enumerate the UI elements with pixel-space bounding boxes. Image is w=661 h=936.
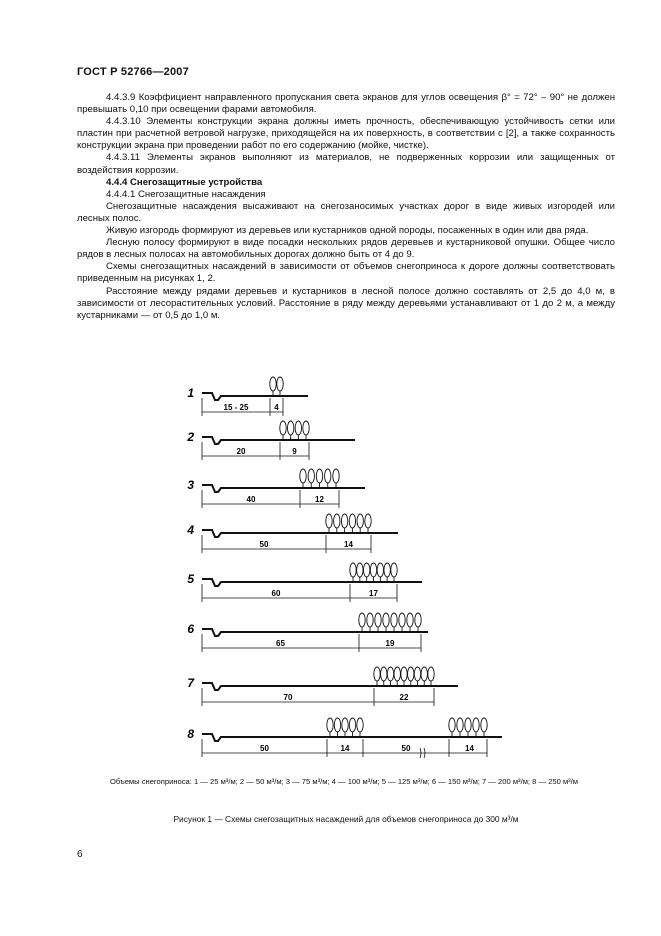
snow-protection-schemes-diagram: [180, 372, 520, 764]
tree-strip: [280, 421, 309, 440]
tree-strip: [327, 718, 363, 737]
tree-crown: [349, 514, 355, 528]
paragraph: Схемы снегозащитных насаждений в зависимости от объемов снегоприноса к дороге должны соответствовать приведенным на рисунках 1, 2.: [77, 261, 615, 285]
tree-crown: [277, 377, 283, 391]
width-label: 17: [369, 589, 378, 598]
tree-crown: [414, 667, 420, 681]
scheme-number: 3: [187, 478, 194, 492]
scheme-5: [202, 563, 422, 602]
scheme-number: 1: [187, 386, 194, 400]
scheme-number: 7: [187, 676, 194, 690]
tree-strip-2: [449, 718, 487, 737]
tree-crown: [300, 469, 306, 483]
tree-crown: [401, 667, 407, 681]
document-header: ГОСТ Р 52766—2007: [77, 66, 189, 78]
width-label: 14: [340, 744, 350, 753]
tree-crown: [384, 563, 390, 577]
tree-crown: [399, 613, 405, 627]
tree-crown: [342, 718, 348, 732]
tree-crown: [280, 421, 286, 435]
tree-crown: [334, 718, 340, 732]
paragraph: 4.4.3.11 Элементы экранов выполняют из материалов, не подверженных коррозии или защищенных от воздействия коррозии.: [77, 152, 615, 176]
tree-crown: [341, 514, 347, 528]
distance-label: 50: [259, 540, 269, 549]
figure-legend: Объемы снегоприноса: 1 — 25 м³/м; 2 — 50 м³/м; 3 — 75 м³/м; 4 — 100 м³/м; 5 — 125 м³/м; 6 — 150 м³/м; 7 — 200 м³/м; 8 — 250 м³/м: [109, 777, 579, 786]
paragraph: 4.4.3.9 Коэффициент направленного пропускания света экранов для углов освещения β° = 72° – 90° не должен превышать 0,10 при освещении фарами автомобиля.: [77, 92, 615, 116]
distance-label: 40: [246, 495, 256, 504]
tree-crown: [381, 667, 387, 681]
tree-crown: [287, 421, 293, 435]
tree-crown: [365, 514, 371, 528]
tree-crown: [377, 563, 383, 577]
tree-crown: [428, 667, 434, 681]
figure-1: [180, 372, 520, 764]
width-label: 14: [344, 540, 353, 549]
tree-crown: [387, 667, 393, 681]
tree-crown: [327, 718, 333, 732]
paragraph: 4.4.4.1 Снегозащитные насаждения: [106, 188, 266, 200]
tree-strip: [350, 563, 397, 582]
ground-line: [202, 393, 308, 400]
paragraph: Лесную полосу формируют в виде посадки нескольких рядов деревьев и кустарниковой опушки. Общее число рядов в лесных полосах на автомобильных дорогах должно быть от 4 до 9.: [77, 237, 615, 261]
paragraph: Снегозащитные насаждения высаживают на снегозаносимых участках дорог в виде живых изгородей или лесных полос.: [77, 200, 615, 224]
distance-label: 70: [283, 693, 293, 702]
tree-crown: [357, 563, 363, 577]
scheme-number: 8: [187, 727, 194, 741]
width-label: 12: [315, 495, 324, 504]
ground-line: [202, 437, 355, 444]
tree-crown: [308, 469, 314, 483]
tree-crown: [407, 613, 413, 627]
tree-crown: [303, 421, 309, 435]
paragraph: Расстояние между рядами деревьев и кустарников в лесной полосе должно составлять от 2,5 до 4,0 м, в зависимости от лесорастительных условий. Расстояние в ряду между деревьями устанавливают от 1 до 2 м, а между кустарниками — от 0,5 до 1,0 м.: [77, 285, 615, 321]
page-number: 6: [77, 849, 83, 860]
tree-crown: [270, 377, 276, 391]
tree-crown: [375, 613, 381, 627]
ground-line: [202, 734, 502, 741]
width-label: 22: [399, 693, 409, 702]
tree-crown: [421, 667, 427, 681]
tree-crown: [349, 718, 355, 732]
tree-crown: [357, 718, 363, 732]
tree-crown: [473, 718, 479, 732]
width-label: 9: [292, 447, 297, 456]
tree-strip: [326, 514, 371, 533]
tree-strip: [270, 377, 283, 396]
tree-crown: [350, 563, 356, 577]
body-text: [77, 92, 615, 322]
scheme-4: [202, 514, 398, 553]
scheme-number: 4: [187, 523, 194, 537]
tree-crown: [449, 718, 455, 732]
tree-crown: [367, 613, 373, 627]
scheme-1: [202, 377, 308, 416]
distance-label: 50: [260, 744, 269, 753]
width-label: 4: [274, 403, 279, 412]
paragraph: 4.4.4 Снегозащитные устройства: [106, 176, 263, 188]
ground-line: [202, 683, 458, 690]
tree-crown: [383, 613, 389, 627]
distance-label: 20: [236, 447, 246, 456]
tree-crown: [325, 469, 331, 483]
tree-crown: [457, 718, 463, 732]
tree-crown: [481, 718, 487, 732]
tree-crown: [408, 667, 414, 681]
ground-line: [202, 530, 398, 537]
scheme-3: [202, 469, 365, 508]
tree-crown: [394, 667, 400, 681]
tree-crown: [326, 514, 332, 528]
gap-label: 50: [401, 744, 411, 753]
paragraph: Живую изгородь формируют из деревьев или кустарников одной породы, посаженных в один или два ряда.: [106, 225, 589, 237]
width-label: 19: [385, 639, 395, 648]
tree-crown: [334, 514, 340, 528]
paragraph: 4.4.3.10 Элементы конструкции экрана должны иметь прочность, обеспечивающую устойчивость сетки или пластин при расчетной ветровой нагрузке, приходящейся на их поверхность, в соответствии с [2], а также сохранность конструкции экрана при проведении работ по его содержанию (мойке, чистке).: [77, 116, 615, 152]
scheme-number: 2: [187, 430, 194, 444]
tree-crown: [391, 563, 397, 577]
tree-crown: [415, 613, 421, 627]
scheme-number: 6: [187, 622, 194, 636]
tree-crown: [316, 469, 322, 483]
ground-line: [202, 485, 365, 492]
distance-label: 60: [271, 589, 281, 598]
ground-line: [202, 579, 422, 586]
tree-strip: [374, 667, 434, 686]
figure-caption: Рисунок 1 — Схемы снегозащитных насаждений для объемов снегоприноса до 300 м³/м: [173, 814, 519, 824]
tree-strip: [300, 469, 339, 488]
width-label-2: 14: [465, 744, 474, 753]
tree-crown: [357, 514, 363, 528]
tree-crown: [374, 667, 380, 681]
scheme-number: 5: [187, 572, 194, 586]
distance-label: 15 - 25: [223, 403, 249, 412]
scheme-2: [202, 421, 355, 460]
tree-strip: [359, 613, 421, 632]
tree-crown: [359, 613, 365, 627]
tree-crown: [465, 718, 471, 732]
tree-crown: [333, 469, 339, 483]
tree-crown: [295, 421, 301, 435]
scheme-7: [202, 667, 458, 706]
distance-label: 65: [276, 639, 285, 648]
tree-crown: [370, 563, 376, 577]
scheme-8: [202, 718, 502, 758]
tree-crown: [391, 613, 397, 627]
tree-crown: [363, 563, 369, 577]
